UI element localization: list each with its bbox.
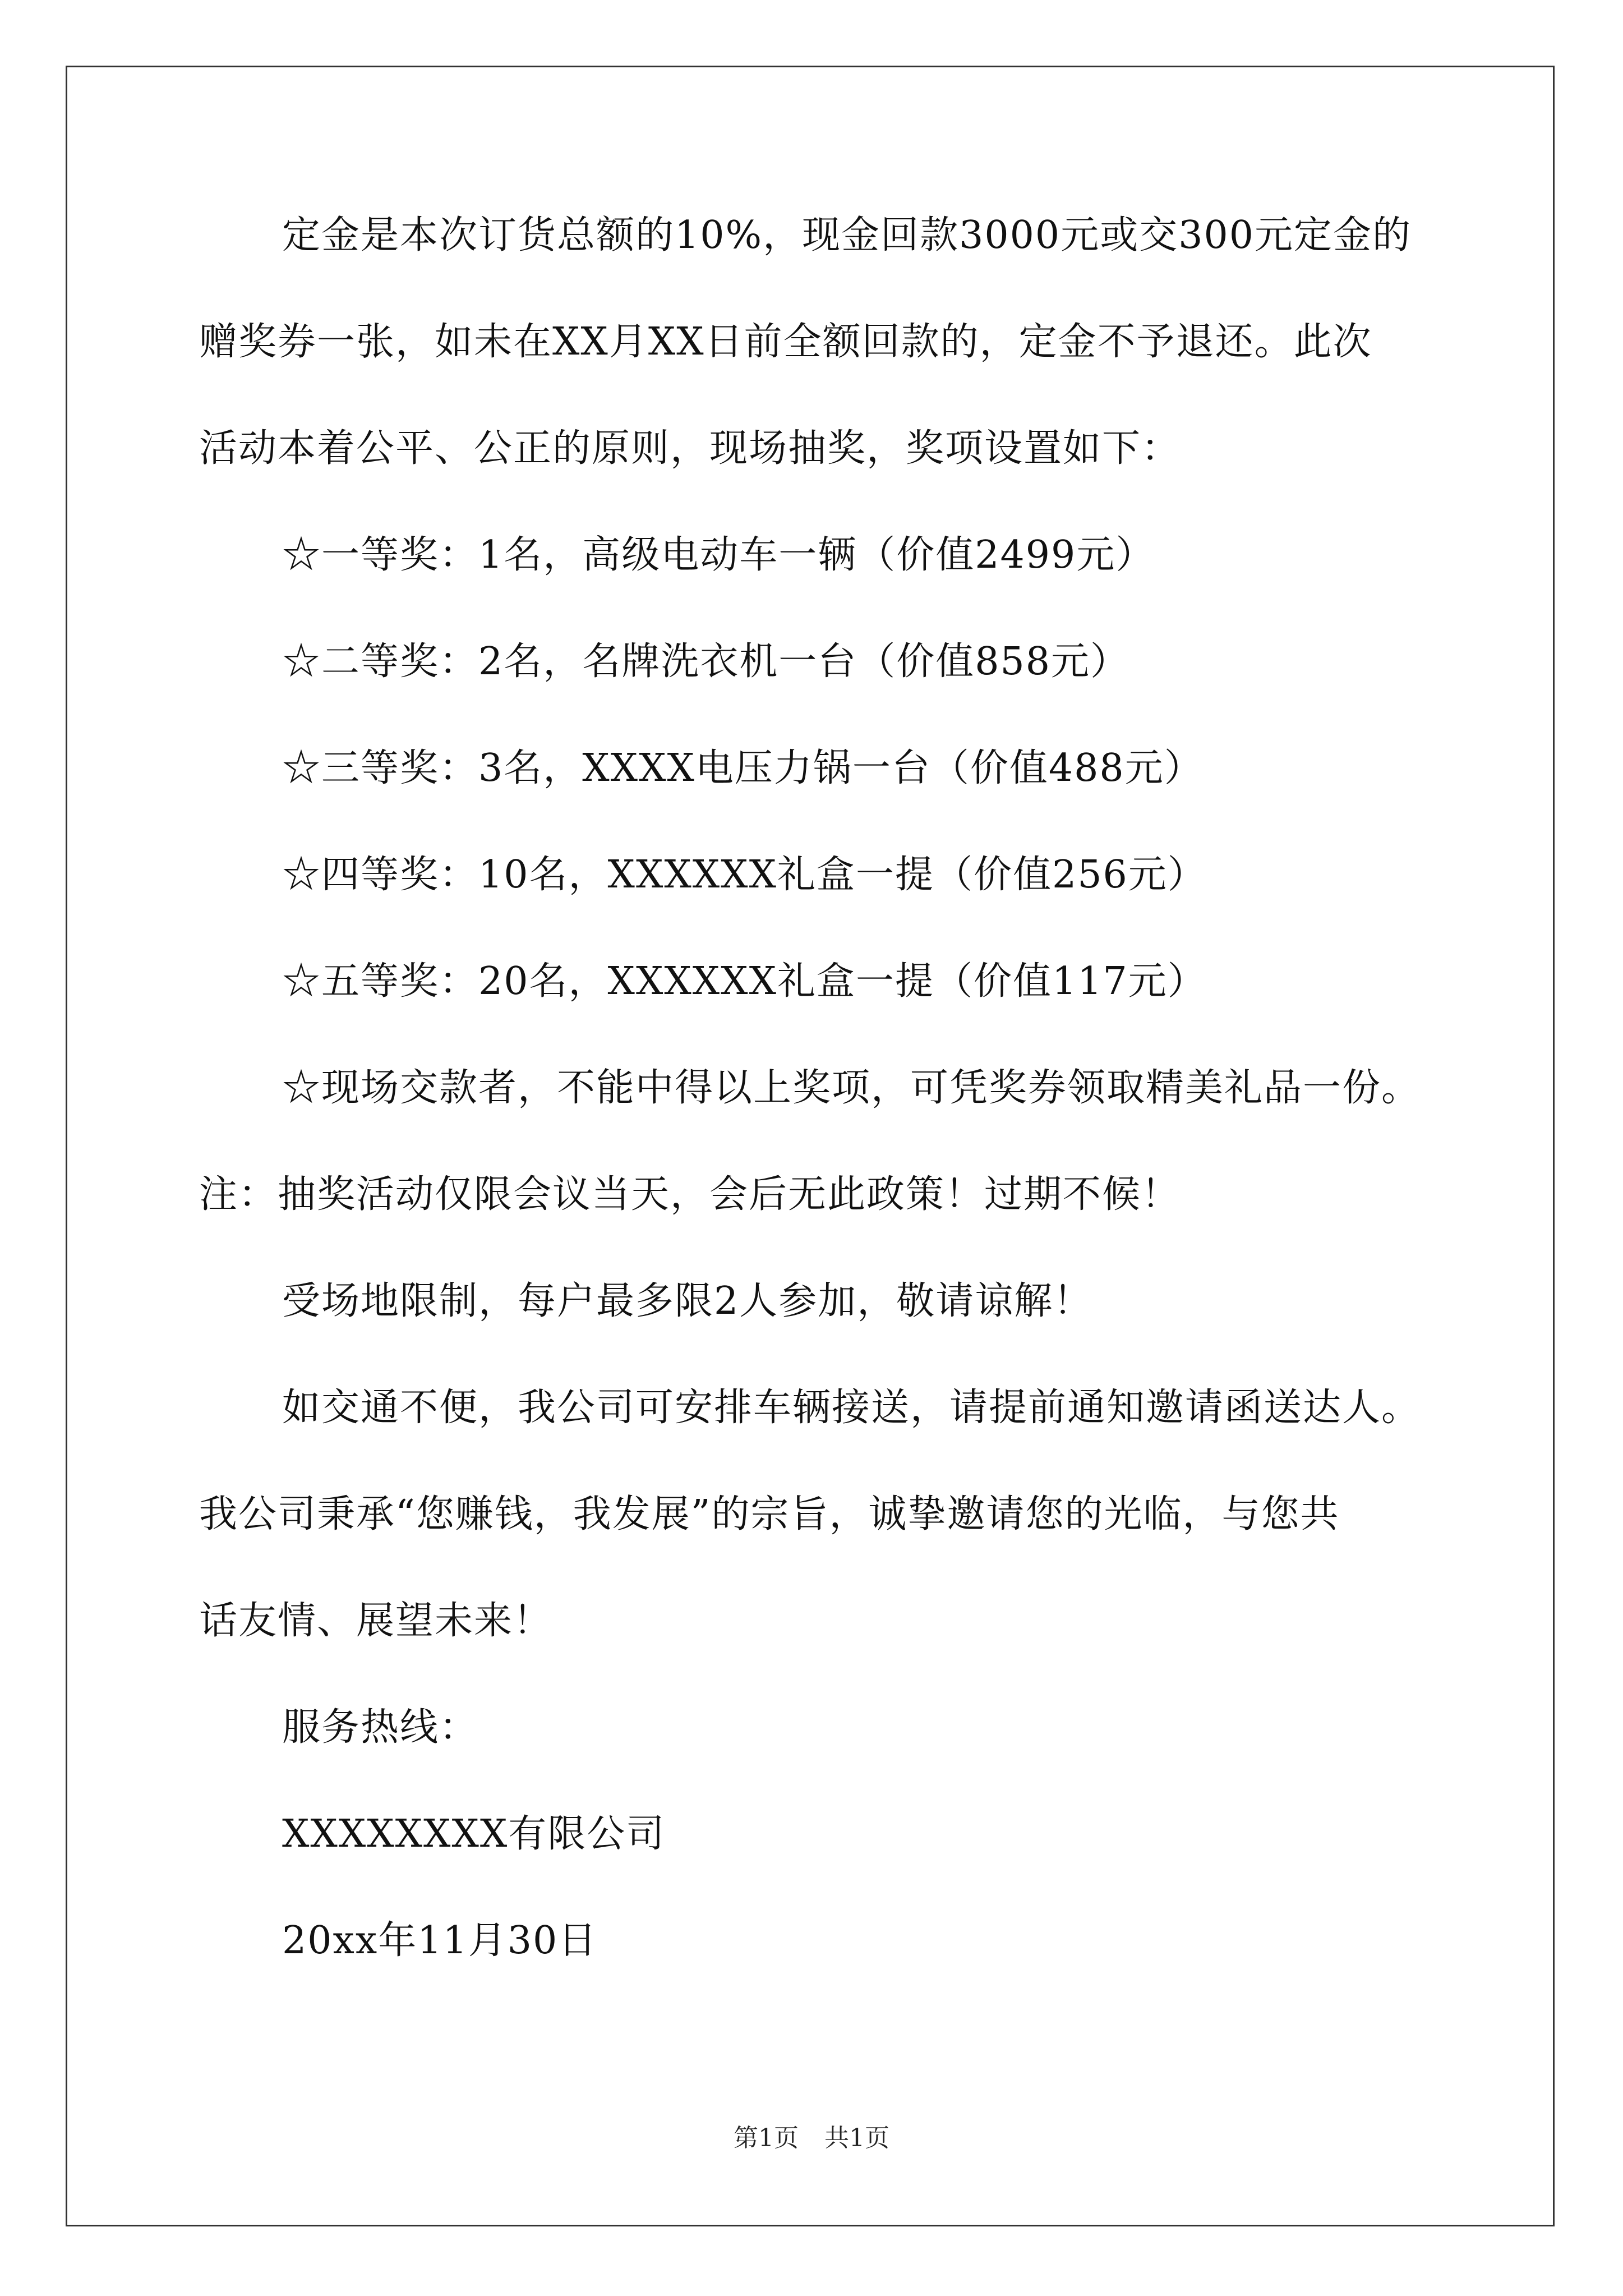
paragraph-line: 赠奖券一张，如未在XX月XX日前全额回款的，定金不予退还。此次 bbox=[199, 320, 1372, 364]
document-date: 20xx年11月30日 bbox=[282, 1918, 598, 1963]
page-total: 共1页 bbox=[824, 2124, 889, 2152]
company-name: XXXXXXXX有限公司 bbox=[282, 1812, 666, 1856]
page-number: 第1页 bbox=[734, 2124, 799, 2152]
page-footer bbox=[0, 2124, 1623, 2153]
paragraph-line: 话友情、展望未来！ bbox=[199, 1599, 553, 1643]
paragraph-line: 我公司秉承“您赚钱，我发展”的宗旨，诚挚邀请您的光临，与您共 bbox=[199, 1492, 1340, 1536]
prize-second: ☆二等奖：2名，名牌洗衣机一台（价值858元） bbox=[282, 639, 1130, 684]
paragraph-line: 如交通不便，我公司可安排车辆接送，请提前通知邀请函送达人。 bbox=[282, 1386, 1421, 1430]
prize-fourth: ☆四等奖：10名，XXXXXX礼盒一提（价值256元） bbox=[282, 853, 1207, 897]
paragraph-line: 定金是本次订货总额的10%，现金回款3000元或交300元定金的 bbox=[282, 213, 1412, 257]
service-hotline: 服务热线： bbox=[282, 1705, 479, 1750]
prize-first: ☆一等奖：1名，高级电动车一辆（价值2499元） bbox=[282, 533, 1155, 577]
paragraph-line: 受场地限制，每户最多限2人参加，敬请谅解！ bbox=[282, 1279, 1093, 1323]
paragraph-line: 活动本着公平、公正的原则，现场抽奖，奖项设置如下： bbox=[199, 426, 1181, 471]
prize-fifth: ☆五等奖：20名，XXXXXX礼盒一提（价值117元） bbox=[282, 959, 1207, 1004]
note-line: 注：抽奖活动仅限会议当天，会后无此政策！过期不候！ bbox=[199, 1172, 1181, 1217]
prize-consolation: ☆现场交款者，不能中得以上奖项，可凭奖券领取精美礼品一份。 bbox=[282, 1066, 1421, 1110]
prize-third: ☆三等奖：3名，XXXX电压力锅一台（价值488元） bbox=[282, 746, 1204, 790]
page-border bbox=[66, 66, 1555, 2226]
